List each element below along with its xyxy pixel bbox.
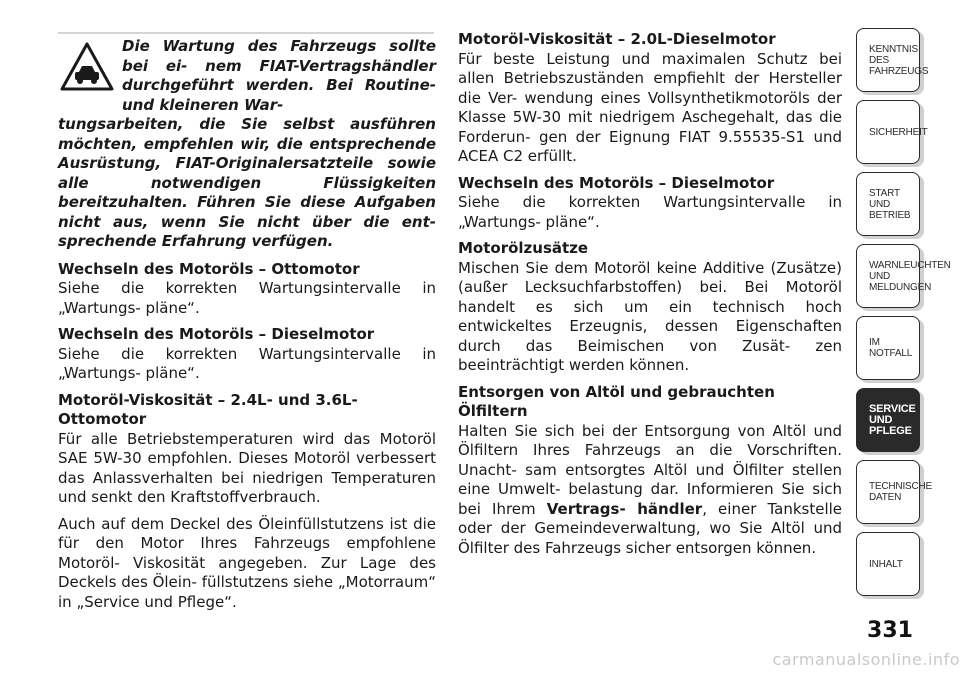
tab-label: WARNLEUCHTEN UND MELDUNGEN	[869, 259, 951, 293]
text-oil-change-petrol: Siehe die korrekten Wartungsintervalle in „Wartungs- pläne“.	[58, 279, 436, 317]
warning-rule	[58, 32, 434, 34]
tab-label: TECHNISCHE DATEN	[869, 481, 933, 503]
left-column	[58, 30, 436, 619]
text-oil-disposal	[458, 422, 842, 559]
tab-sicherheit[interactable]	[856, 100, 928, 164]
tab-kenntnis-des-fahrzeugs[interactable]	[856, 28, 929, 92]
text-oil-change-diesel-right: Siehe die korrekten Wartungsintervalle in „Wartungs- pläne“.	[458, 193, 842, 231]
watermark: carmanualsonline.info	[772, 650, 960, 669]
warning-text-intro: Die Wartung des Fahrzeugs sollte bei ei- nem FIAT-Vertragshändler durchgeführt werden. Bei Routine- und kleineren War-	[122, 37, 436, 114]
text-oil-disposal-dealer: Vertrags- händler	[546, 499, 703, 518]
heading-oil-change-diesel: Wechseln des Motoröls – Dieselmotor	[58, 325, 375, 343]
tab-service-und-pflege[interactable]	[856, 388, 920, 452]
warning-triangle-icon	[60, 42, 114, 92]
text-viscosity-petrol: Für alle Betriebstemperaturen wird das Motoröl SAE 5W-30 empfohlen. Dieses Motoröl verbessert das Anlassverhalten bei niedrigen Temperaturen und senkt den Kraftstoffverbrauch.	[58, 429, 436, 506]
warning-text-body: tungsarbeiten, die Sie selbst ausführen möchten, empfehlen wir, die entsprechende Ausrüstung, FIAT-Originalersatzteile sowie alle notwendigen Flüssigkeiten bereitzuhalten. Führen Sie diese Aufgaben nicht aus, wenn Sie nicht über die ent- sprechende Erfahrung verfügen.	[58, 115, 436, 250]
heading-oil-additives: Motorölzusätze	[458, 239, 589, 257]
tab-start-und-betrieb[interactable]	[856, 172, 920, 236]
heading-oil-change-diesel-right: Wechseln des Motoröls – Dieselmotor	[458, 173, 775, 192]
text-oil-change-diesel: Siehe die korrekten Wartungsintervalle in „Wartungs- pläne“.	[58, 344, 436, 382]
tab-label: START UND BETRIEB	[869, 187, 911, 221]
tab-technische-daten[interactable]	[856, 460, 933, 524]
text-viscosity-cap: Auch auf dem Deckel des Öleinfüllstutzens ist die für den Motor Ihres Fahrzeugs empfohlene Motoröl- Viskosität angegeben. Zur Lage des Deckels des Ölein- füllstutzens siehe „Motorraum“ in „Service und Pflege“.	[58, 514, 436, 611]
tab-label: SERVICE UND PFLEGE	[869, 402, 916, 437]
heading-oil-change-petrol: Wechseln des Motoröls – Ottomotor	[58, 259, 360, 278]
text-oil-disposal-a: Halten Sie sich bei der Entsorgung von Altöl und Ölfiltern Ihres Fahrzeugs an die Vorschriften. Unacht- sam entsorgtes Altöl und Ölfilter stellen eine Umwelt- belastung dar. Informieren Sie sich bei Ihrem	[458, 421, 842, 518]
heading-viscosity-petrol-1: Motoröl-Viskosität – 2.4L- und 3.6L-	[58, 390, 358, 409]
heading-viscosity-petrol-2: Ottomotor	[58, 410, 147, 428]
tab-label: KENNTNIS DES FAHRZEUGS	[869, 43, 929, 77]
text-oil-additives: Mischen Sie dem Motoröl keine Additive (Zusätze) (außer Lecksuchfarbstoffen) bei. Bei Motoröl handelt es sich um ein technisch hoch entwickeltes Erzeugnis, dessen Eigenschaften durch das Beimischen von Zusät- zen beeinträchtigt werden können.	[458, 258, 842, 374]
text-viscosity-diesel: Für beste Leistung und maximalen Schutz bei allen Betriebszuständen empfiehlt der Hersteller die Ver- wendung eines Vollsynthetikmotoröls der Klasse 5W-30 mit niedrigem Aschegehalt, das die Forderun- gen der Eignung FIAT 9.55535-S1 und ACEA C2 erfüllt.	[458, 49, 842, 165]
page-number: 331	[867, 618, 913, 643]
tab-im-notfall[interactable]	[856, 316, 920, 380]
tab-label: SICHERHEIT	[869, 126, 928, 138]
tab-warnleuchten[interactable]	[856, 244, 951, 308]
tab-label: INHALT	[869, 558, 903, 570]
warning-block	[58, 30, 436, 252]
tab-inhalt[interactable]	[856, 532, 920, 596]
heading-viscosity-diesel: Motoröl-Viskosität – 2.0L-Dieselmotor	[458, 30, 776, 48]
tab-label: IM NOTFALL	[869, 337, 913, 359]
text-oil-disposal-b: , einer Tankstelle oder der Gemeindeverwaltung, wo Sie Altöl und Ölfilter des Fahrzeugs sicher entsorgen können.	[458, 499, 843, 557]
right-column	[458, 30, 842, 565]
chapter-tabs	[856, 28, 951, 604]
heading-oil-disposal: Entsorgen von Altöl und gebrauchten Ölfiltern	[458, 382, 775, 420]
